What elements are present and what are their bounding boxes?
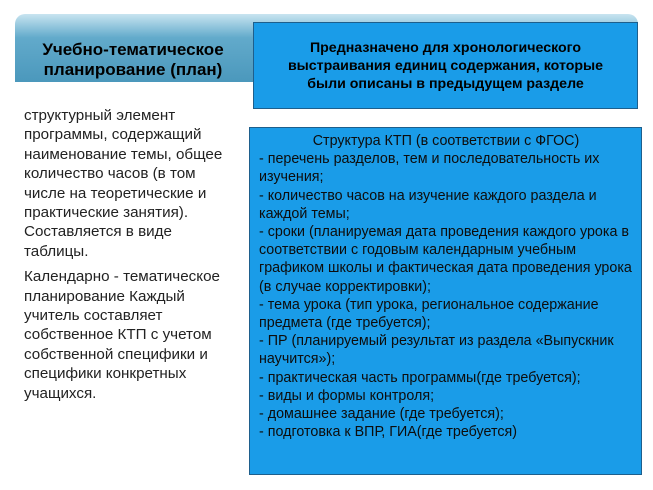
- purpose-text: Предназначено для хронологического выстраивания единиц содержания, которые были описаны в предыдущем разделе: [287, 39, 604, 92]
- left-text-column: [24, 106, 229, 409]
- ktp-structure-list: [259, 150, 633, 441]
- list-item: - количество часов на изучение каждого раздела и каждой темы;: [259, 187, 597, 222]
- purpose-box: [253, 22, 638, 109]
- slide-title: Учебно-тематическое планирование (план): [42, 40, 224, 79]
- ktp-structure-box: [249, 127, 642, 475]
- ktp-structure-title: Структура КТП (в соответствии с ФГОС): [312, 133, 580, 149]
- list-item: - виды и формы контроля;: [259, 387, 435, 404]
- list-item: - сроки (планируемая дата проведения каждого урока в соответствии с годовым календарным учебным графиком школы и фактическая дата проведения урока (в случае корректировки);: [259, 224, 632, 295]
- ktp-structure-description: структурный элемент программы, содержащий наименование темы, общее количество часов (в том числе на теоретические и практические занятия). Составляется в виде таблицы.: [24, 107, 223, 260]
- list-item: - практическая часть программы(где требуется);: [259, 369, 581, 386]
- list-item: - домашнее задание (где требуется);: [259, 406, 504, 423]
- list-item: - тема урока (тип урока, региональное содержание предмета (где требуется);: [259, 296, 599, 332]
- list-item: - подготовка к ВПР, ГИА(где требуется): [259, 424, 518, 441]
- ktp-calendar-description: Календарно - тематическое планирование Каждый учитель составляет собственное КТП с учетом собственной специфики и специфики конкретных учащихся.: [24, 268, 220, 402]
- list-item: - перечень разделов, тем и последовательность их изучения;: [259, 151, 600, 186]
- list-item: - ПР (планируемый результат из раздела «Выпускник научится»);: [259, 333, 614, 368]
